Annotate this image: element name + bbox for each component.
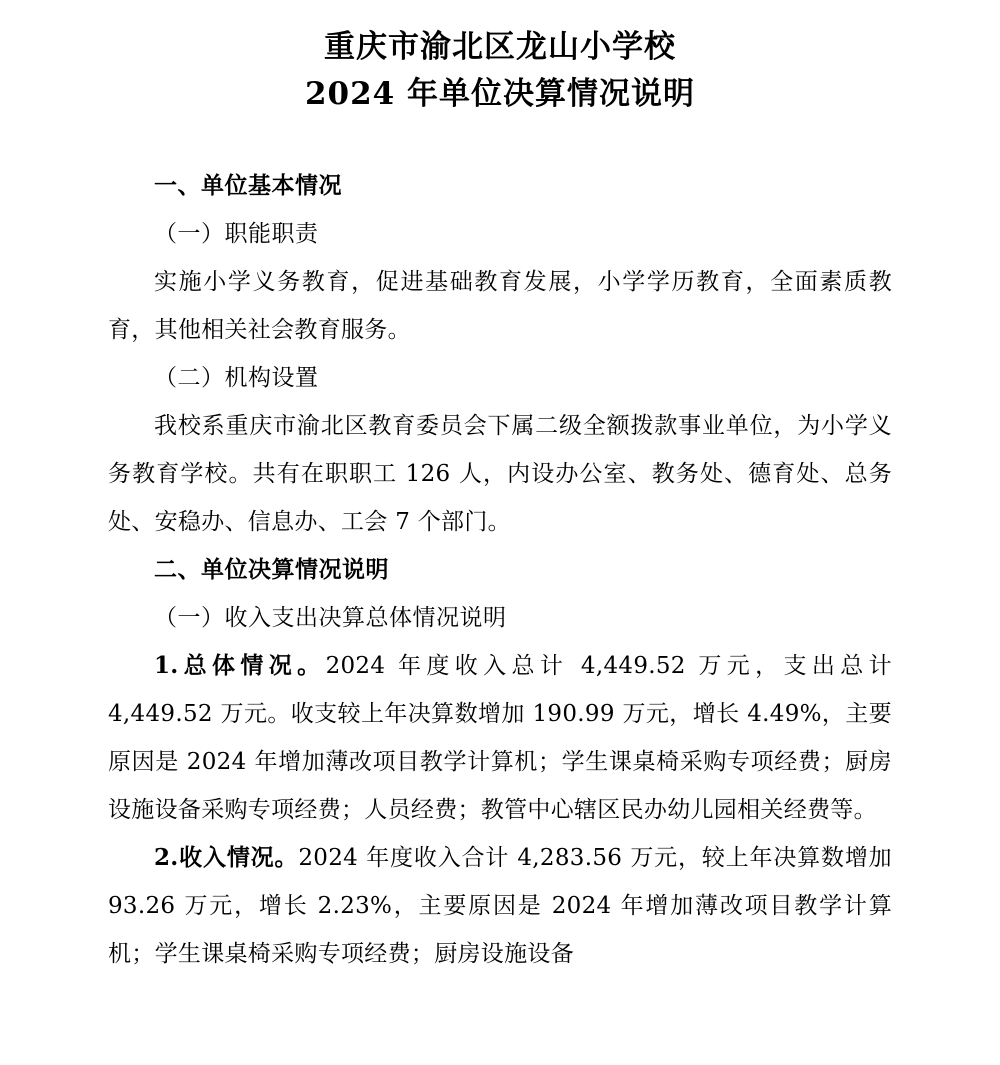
sub-heading-duties: （一）职能职责 [154,221,319,247]
paragraph-overall-situation [108,642,892,834]
paragraph-income-situation-body: 2024 年度收入合计 4,283.56 万元，较上年决算数增加 93.26 万元，增长 2.23%，主要原因是 2024 年增加薄改项目教学计算机；学生课桌椅采购专项经费；厨房设施设备 [108,845,892,967]
section-heading-final-accounts: 二、单位决算情况说明 [154,556,389,583]
title-line-2: 2024 年单位决算情况说明 [304,76,696,112]
paragraph-overall-situation-lead: 1.总体情况。 [154,652,326,679]
sub-heading-income-expense-overview: （一）收入支出决算总体情况说明 [154,605,507,631]
sub-heading-org-structure: （二）机构设置 [154,365,319,391]
paragraph-overall-situation-body: 2024 年度收入总计 4,449.52 万元，支出总计 4,449.52 万元。收支较上年决算数增加 190.99 万元，增长 4.49%，主要原因是 2024 年增加薄改项目教学计算机；学生课桌椅采购专项经费；厨房设施设备采购专项经费；人员经费；教管中心辖区民办幼儿园相关经费等。 [108,653,892,823]
page-title [108,18,892,118]
paragraph-org-structure: 我校系重庆市渝北区教育委员会下属二级全额拨款事业单位，为小学义务教育学校。共有在职职工 126 人，内设办公室、教务处、德育处、总务处、安稳办、信息办、工会 7 个部门。 [108,413,892,535]
paragraph-duties: 实施小学义务教育，促进基础教育发展，小学学历教育，全面素质教育，其他相关社会教育服务。 [108,269,892,343]
section-heading-basic-info: 一、单位基本情况 [154,172,342,199]
paragraph-income-situation-lead: 2.收入情况。 [154,844,299,871]
title-line-1: 重庆市渝北区龙山小学校 [324,29,676,65]
title-spacer [108,118,892,162]
paragraph-income-situation [108,834,892,978]
